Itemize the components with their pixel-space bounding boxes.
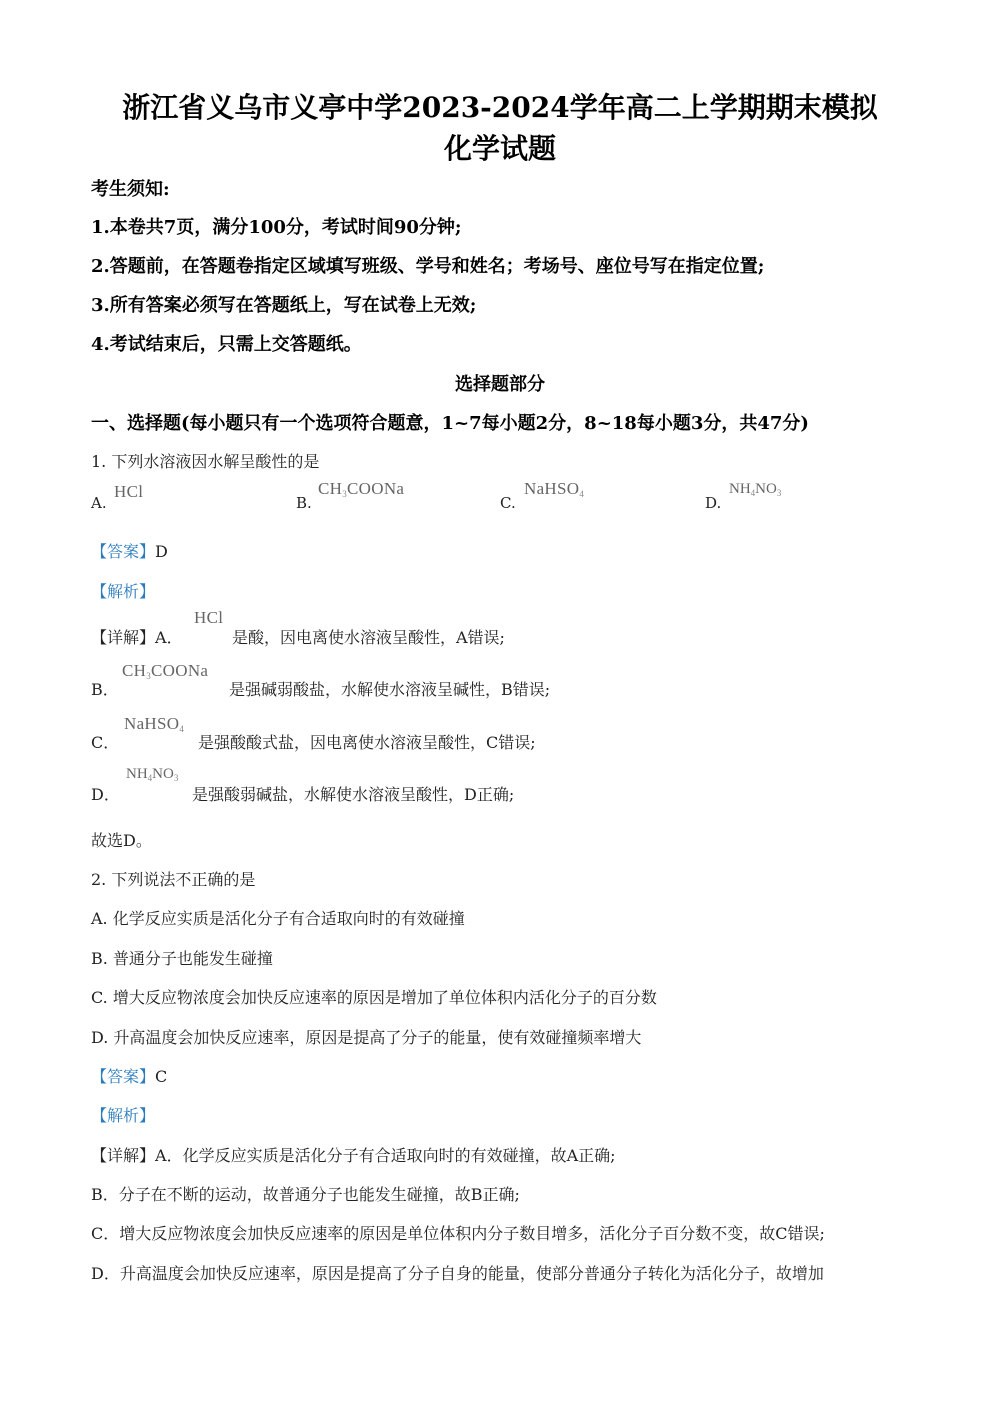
page-subtitle: 化学试题 xyxy=(443,132,556,165)
detail-1d: D． xyxy=(91,785,120,804)
notice-item: 2.答题前，在答题卷指定区域填写班级、学号和姓名；考场号、座位号写在指定位置; xyxy=(91,256,765,277)
detail-1b: B． xyxy=(91,680,119,699)
answer-line-1: 【答案】D xyxy=(91,542,168,561)
detail-2b: B．分子在不断的运动，故普通分子也能发生碰撞，故B正确; xyxy=(91,1185,520,1204)
analysis-tag-1: 【解析】 xyxy=(91,582,156,601)
option-c-letter: C. xyxy=(500,494,516,512)
detail-2a: 【详解】A．化学反应实质是活化分子有合适取向时的有效碰撞，故A正确; xyxy=(91,1146,616,1165)
conclusion-1: 故选D。 xyxy=(91,831,152,850)
option-c: C. 增大反应物浓度会加快反应速率的原因是增加了单位体积内活化分子的百分数 xyxy=(91,988,657,1007)
part-title: 选择题部分 xyxy=(455,374,545,395)
option-d: D. 升高温度会加快反应速率，原因是提高了分子的能量，使有效碰撞频率增大 xyxy=(91,1028,642,1047)
detail-2c: C．增大反应物浓度会加快反应速率的原因是单位体积内分子数目增多，活化分子百分数不变，故C错误; xyxy=(91,1224,825,1243)
formula-nahso4-detail: NaHSO$_4$ xyxy=(124,714,185,734)
formula-ch3coona-detail: $CH_3COONa$ xyxy=(122,661,209,681)
formula-ch3coona: $CH_3COONa$ xyxy=(318,479,405,499)
option-b-letter: B. xyxy=(296,494,312,512)
notice-item: 4.考试结束后，只需上交答题纸。 xyxy=(91,334,362,355)
notice-item: 1.本卷共7页，满分100分，考试时间90分钟; xyxy=(91,217,462,238)
option-b: B. 普通分子也能发生碰撞 xyxy=(91,949,273,968)
detail-2d: D．升高温度会加快反应速率，原因是提高了分子自身的能量，使部分普通分子转化为活化分子，故增加 xyxy=(91,1264,824,1283)
formula-hcl: HCl xyxy=(114,482,144,501)
detail-1c-text: 是强酸酸式盐，因电离使水溶液呈酸性，C错误; xyxy=(198,733,536,752)
notice-heading: 考生须知: xyxy=(91,179,170,200)
option-a-letter: A. xyxy=(91,494,107,512)
question-1-stem: 1. 下列水溶液因水解呈酸性的是 xyxy=(91,452,320,471)
detail-1b-text: 是强碱弱酸盐，水解使水溶液呈碱性，B错误; xyxy=(229,680,551,699)
formula-nh4no3: $NH_4NO_3$ xyxy=(729,481,782,498)
detail-1a: 【详解】A． xyxy=(91,628,183,647)
notice-item: 3.所有答案必须写在答题纸上，写在试卷上无效; xyxy=(91,295,477,316)
formula-hcl-detail: HCl xyxy=(194,608,224,627)
option-a: A. 化学反应实质是活化分子有合适取向时的有效碰撞 xyxy=(91,909,465,928)
detail-1c: C． xyxy=(91,733,120,752)
detail-1a-text: 是酸，因电离使水溶液呈酸性，A错误; xyxy=(232,628,505,647)
detail-1d-text: 是强酸弱碱盐，水解使水溶液呈酸性，D正确; xyxy=(192,785,515,804)
answer-line-2: 【答案】C xyxy=(91,1067,168,1086)
page-title: 浙江省义乌市义亭中学2023-2024学年高二上学期期末模拟 xyxy=(122,91,878,124)
question-2-stem: 2. 下列说法不正确的是 xyxy=(91,870,256,889)
analysis-tag-2: 【解析】 xyxy=(91,1106,156,1125)
option-d-letter: D. xyxy=(705,494,722,512)
section-heading: 一、选择题(每小题只有一个选项符合题意，1~7每小题2分，8~18每小题3分，共47分) xyxy=(91,413,809,434)
formula-nahso4: NaHSO$_4$ xyxy=(524,479,585,499)
formula-nh4no3-detail: $NH_4NO_3$ xyxy=(126,766,179,783)
